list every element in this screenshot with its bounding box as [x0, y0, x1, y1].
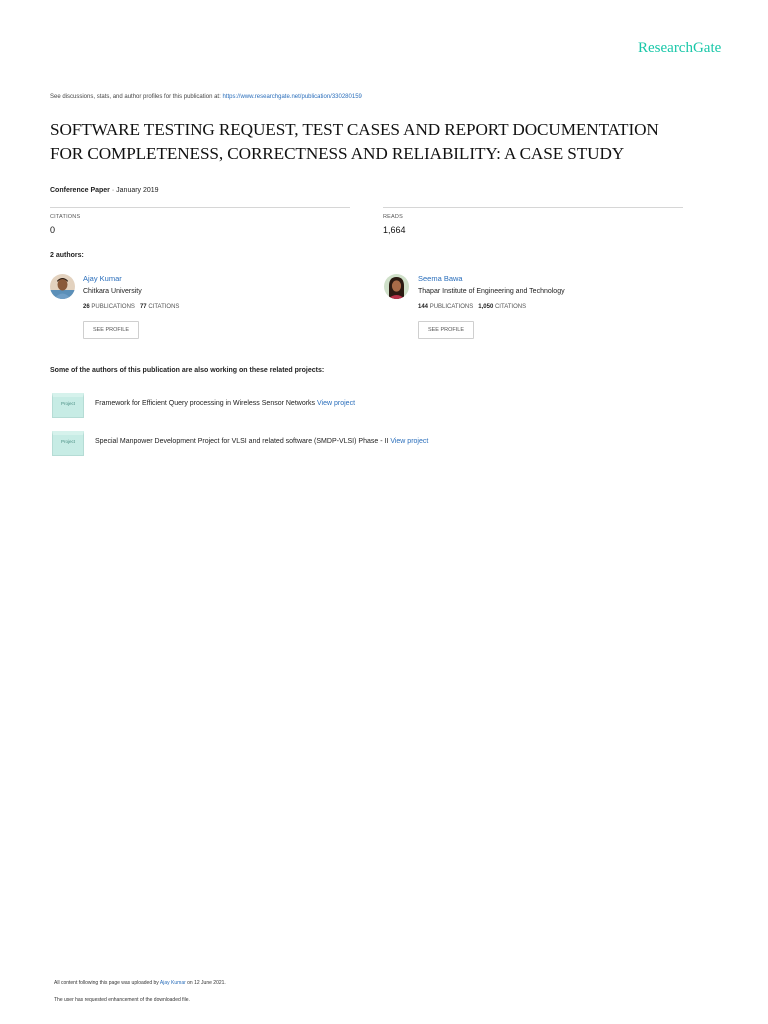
upload-prefix: All content following this page was uploaded by — [54, 980, 159, 986]
author-citations-label: CITATIONS — [148, 304, 180, 310]
project-folder-icon — [52, 393, 84, 418]
publication-meta: Conference Paper · January 2019 — [50, 187, 159, 194]
reads-value: 1,664 — [383, 225, 406, 235]
citations-label: CITATIONS — [50, 214, 81, 220]
author-publications-label: PUBLICATIONS — [91, 304, 135, 310]
enhancement-note: The user has requested enhancement of the downloaded file. — [54, 997, 190, 1003]
see-profile-button[interactable]: SEE PROFILE — [83, 321, 139, 339]
citations-value: 0 — [50, 225, 56, 235]
project-title: Special Manpower Development Project for VLSI and related software (SMDP-VLSI) Phase - II — [95, 438, 389, 445]
discussion-line — [50, 94, 362, 100]
paper-title — [50, 118, 720, 166]
author-citations-count: 1,050 — [478, 304, 494, 310]
project-item — [95, 438, 428, 445]
author-affiliation: Thapar Institute of Engineering and Technology — [418, 288, 565, 295]
author-affiliation: Chitkara University — [83, 288, 142, 295]
uploader-link[interactable]: Ajay Kumar — [159, 980, 186, 986]
author-photo-icon — [50, 274, 75, 299]
author-publications-label: PUBLICATIONS — [429, 304, 474, 310]
upload-suffix: on 12 June 2021. — [187, 980, 226, 986]
publication-date: January 2019 — [116, 187, 159, 194]
view-project-link[interactable]: View project — [390, 438, 429, 445]
author-stats — [83, 304, 179, 310]
author-avatar[interactable] — [384, 274, 409, 299]
discussion-text: See discussions, stats, and author profiles for this publication at: — [50, 94, 221, 100]
paper-title-line-1: SOFTWARE TESTING REQUEST, TEST CASES AND REPORT DOCUMENTATION — [50, 120, 659, 139]
see-profile-button[interactable]: SEE PROFILE — [418, 321, 474, 339]
upload-note — [54, 980, 226, 986]
author-name-link[interactable]: Ajay Kumar — [83, 274, 122, 283]
project-icon-label: Project — [60, 439, 75, 444]
authors-heading: 2 authors: — [50, 252, 84, 259]
project-title: Framework for Efficient Query processing in Wireless Sensor Networks — [95, 400, 316, 407]
related-projects-heading: Some of the authors of this publication are also working on these related projects: — [50, 367, 325, 374]
author-stats — [418, 304, 526, 310]
author-citations-label: CITATIONS — [494, 304, 527, 310]
citations-divider — [50, 207, 350, 208]
reads-label: READS — [383, 214, 403, 220]
publication-type: Conference Paper — [50, 187, 110, 194]
view-project-link[interactable]: View project — [317, 400, 356, 407]
publication-url-link[interactable]: https://www.researchgate.net/publication/330280159 — [222, 94, 362, 100]
author-citations-count: 77 — [139, 304, 147, 310]
paper-title-line-2: FOR COMPLETENESS, CORRECTNESS AND RELIABILITY: A CASE STUDY — [50, 144, 625, 163]
author-photo-icon — [384, 274, 409, 299]
author-publications-count: 144 — [418, 304, 429, 310]
project-icon-label: Project — [60, 401, 75, 406]
project-item — [95, 400, 355, 407]
researchgate-logo[interactable]: ResearchGate — [638, 40, 722, 56]
reads-divider — [383, 207, 683, 208]
author-avatar[interactable] — [50, 274, 75, 299]
author-name-link[interactable]: Seema Bawa — [418, 274, 463, 283]
project-folder-icon — [52, 431, 84, 456]
author-publications-count: 26 — [83, 304, 90, 310]
